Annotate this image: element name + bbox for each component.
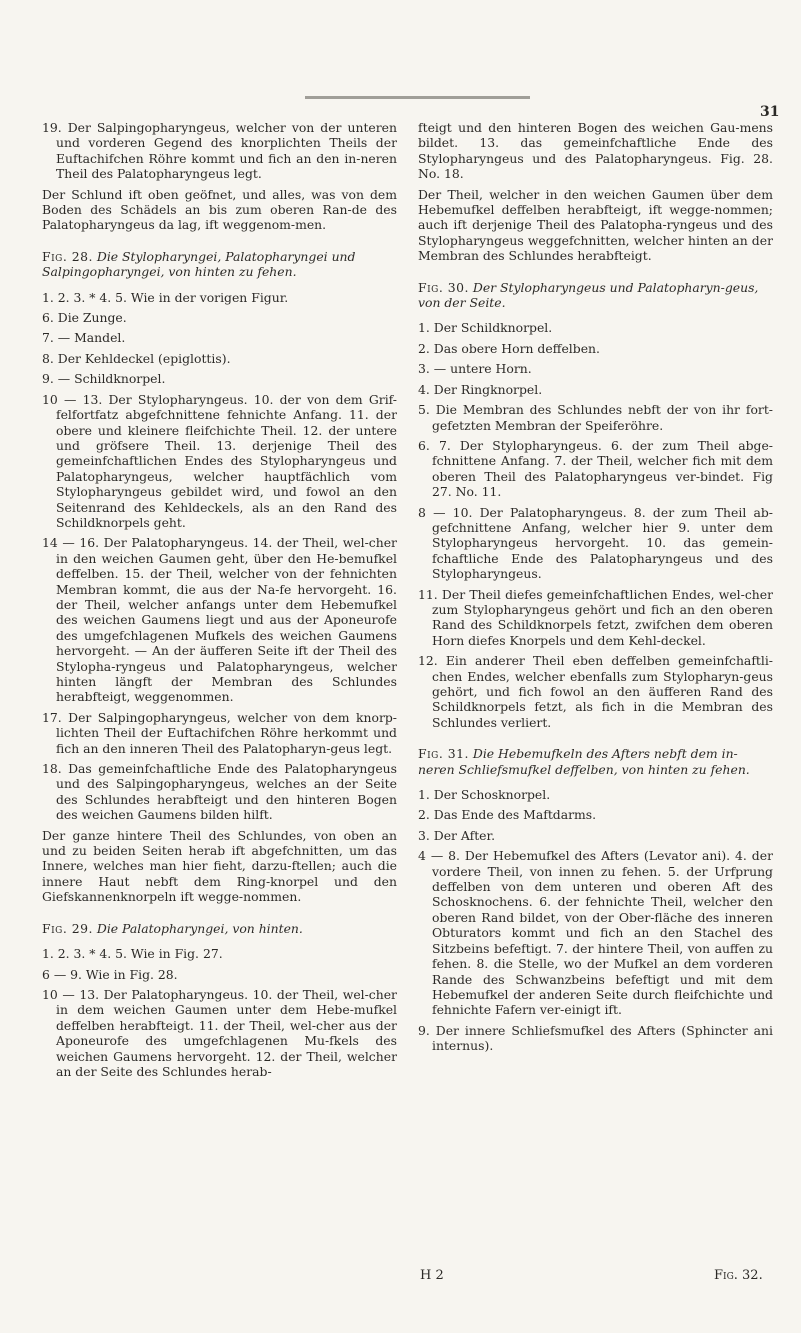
text-paragraph: 14 — 16. Der Palatopharyngeus. 14. der Theil, wel-cher in den weichen Gaumen geht, über den He-bemufkel deffelben. 15. der Theil, welcher von der fehnichten Membran kommt, die aus der Na-fe hervorgeht. 16. der Theil, welcher anfangs unter dem Hebemufkel des weichen Gaumens liegt und aus der Aponeurofe des umgefchlagenen Mufkels des weichen Gaumens hervorgeht. — An der äufferen Seite ift der Theil des Stylopha-ryngeus und Palatopharyngeus, welcher hinten längft der Membran des Schlundes herabfteigt, weggenommen. [42, 535, 397, 705]
text-paragraph: 8. Der Kehldeckel (epiglottis). [42, 350, 231, 366]
text-paragraph: 7. — Mandel. [42, 330, 126, 346]
text-paragraph: Der ganze hintere Theil des Schlundes, von oben an und zu beiden Seiten herab ift abgefchnitten, um das Innere, welches man hier fieht, darzu-ftellen; auch die innere Haut nebft dem Ring-knorpel und den Giefskannenknorpeln ift wegge-nommen. [42, 827, 397, 905]
text-paragraph: 1. Der Schosknorpel. [418, 787, 551, 803]
text-paragraph: 12. Ein anderer Theil eben deffelben gemeinfchaftli-chen Endes, welcher ebenfalls zum Stylopharyn-geus gehört, und fich fowol an den äufferen Rand des Schildknorpels fetzt, als fich in die Membran des Schlundes verliert. [418, 653, 773, 730]
text-paragraph: 10 — 13. Der Palatopharyngeus. 10. der Theil, wel-cher in dem weichen Gaumen unter dem Hebe-mufkel deffelben herabfteigt. 11. der Theil, wel-cher aus der Aponeurofe des umgefchlagenen Mu-fkels des weichen Gaumens hervorgeht. 12. der Theil, welcher an der Seite des Schlundes herab- [42, 986, 397, 1079]
figure-label: Fig. 30. [418, 279, 469, 295]
text-paragraph: Der Theil, welcher in den weichen Gaumen über dem Hebemufkel deffelben herabfteigt, ift wegge-nommen; auch ift derjenige Theil des Palatopha-ryngeus und des Stylopharyngeus weggefchnitten, welcher hinten an der Membran des Schlundes herabfteigt. [418, 186, 773, 264]
text-paragraph: 6. Die Zunge. [42, 310, 127, 326]
right-column [418, 120, 773, 1059]
text-paragraph: 8 — 10. Der Palatopharyngeus. 8. der zum Theil ab-gefchnittene Anfang, welcher hier 9. unter dem Stylopharyngeus hervorgeht. 10. das gemein-fchaftliche Ende des Palatopharyngeus und des Stylopharyngeus. [418, 504, 773, 582]
text-paragraph: 2. Das Ende des Maftdarms. [418, 807, 597, 823]
text-paragraph: 3. — untere Horn. [418, 361, 532, 377]
text-paragraph: 5. Die Membran des Schlundes nebft der von ihr fort-gefetzten Membran der Speiferöhre. [418, 402, 773, 433]
text-paragraph: 2. Das obere Horn deffelben. [418, 340, 600, 356]
figure-caption [42, 921, 397, 936]
text-paragraph: 9. — Schildknorpel. [42, 371, 166, 387]
signature-mark: H 2 [420, 1268, 444, 1283]
text-paragraph: 17. Der Salpingopharyngeus, welcher von dem knorp-lichten Theil der Euftachifchen Röhre herkommt und fich an den inneren Theil des Palatopharyn-geus legt. [42, 709, 397, 756]
text-paragraph: fteigt und den hinteren Bogen des weichen Gau-mens bildet. 13. das gemeinfchaftliche Ende des Stylopharyngeus und des Palatopharyngeus. Fig. 28. No. 18. [418, 120, 773, 182]
header-rule [305, 96, 530, 99]
text-paragraph: Der Schlund ift oben geöfnet, und alles, was von dem Boden des Schädels an bis zum oberen Ran-de des Palatopharyngeus da lag, ift weggenom-men. [42, 186, 397, 233]
text-paragraph: 1. 2. 3. * 4. 5. Wie in Fig. 27. [42, 946, 223, 962]
figure-title: Die Hebemufkeln des Afters nebft dem in-neren Schliefsmufkel deffelben, von hinten zu fehen. [418, 746, 750, 777]
text-paragraph: 1. Der Schildknorpel. [418, 320, 553, 336]
text-paragraph: 4. Der Ringknorpel. [418, 381, 543, 397]
text-paragraph: 9. Der innere Schliefsmufkel des Afters (Sphincter ani internus). [418, 1022, 773, 1054]
text-paragraph: 3. Der After. [418, 827, 496, 843]
figure-title: Die Palatopharyngei, von hinten. [96, 920, 303, 936]
figure-label: Fig. 28. [42, 248, 93, 264]
left-column [42, 120, 397, 1084]
figure-caption [418, 280, 773, 311]
catchword: Fig. 32. [714, 1268, 763, 1283]
text-paragraph: 19. Der Salpingopharyngeus, welcher von der unteren und vorderen Gegend des knorplichten Theils der Euftachifchen Röhre kommt und fich an den in-neren Theil des Palatopharyngeus legt. [42, 120, 397, 182]
text-paragraph: 4 — 8. Der Hebemufkel des Afters (Levator ani). 4. der vordere Theil, von innen zu fehen. 5. der Urfprung deffelben von dem unteren und oberen Aft des Schosknochens. 6. der fehnichte Theil, welcher den oberen Rand bildet, von der Ober-fläche des inneren Obturators kommt und fich an den Stachel des Sitzbeins befeftigt. 7. der hintere Theil, von auffen zu fehen. 8. die Stelle, wo der Mufkel an dem vorderen Rande des Schwanzbeins befeftigt und mit dem Hebemufkel der anderen Seite durch fleifchichte und fehnichte Fafern ver-einigt ift. [418, 848, 773, 1018]
figure-title: Die Stylopharyngei, Palatopharyngei und Salpingopharyngei, von hinten zu fehen. [42, 248, 356, 280]
text-paragraph: 6. 7. Der Stylopharyngeus. 6. der zum Theil abge-fchnittene Anfang. 7. der Theil, welcher fich mit dem oberen Theil des Palatopharyngeus ver-bindet. Fig 27. No. 11. [418, 437, 773, 500]
text-paragraph: 11. Der Theil diefes gemeinfchaftlichen Endes, wel-cher zum Stylopharyngeus gehört und fich an den oberen Rand des Schildknorpels fetzt, zwifchen dem oberen Horn diefes Knorpels und dem Kehl-deckel. [418, 586, 773, 648]
figure-caption [418, 746, 773, 777]
figure-caption [42, 249, 397, 280]
text-paragraph: 1. 2. 3. * 4. 5. Wie in der vorigen Figur. [42, 289, 289, 305]
figure-label: Fig. 31. [418, 746, 469, 762]
text-paragraph: 10 — 13. Der Stylopharyngeus. 10. der von dem Grif-felfortfatz abgefchnittene fehnichte Anfang. 11. der obere und kleinere fleifchichte Theil. 12. der untere und gröfsere Theil. 13. derjenige Theil des gemeinfchaftlichen Endes des Stylopharyngeus und Palatopharyngeus, welcher hauptfächlich vom Stylopharyngeus gebildet wird, und fowol an den Seitenrand des Kehldeckels, als an den Rand des Schildknorpels geht. [42, 391, 397, 530]
text-paragraph: 6 — 9. Wie in Fig. 28. [42, 966, 178, 982]
page-number: 31 [760, 104, 780, 120]
figure-title: Der Stylopharyngeus und Palatopharyn-geus, von der Seite. [418, 279, 759, 311]
figure-label: Fig. 29. [42, 920, 93, 936]
text-paragraph: 18. Das gemeinfchaftliche Ende des Palatopharyngeus und des Salpingopharyngeus, welches an der Seite des Schlundes herabfteigt und den hinteren Bogen des weichen Gaumens bilden hilft. [42, 761, 397, 823]
